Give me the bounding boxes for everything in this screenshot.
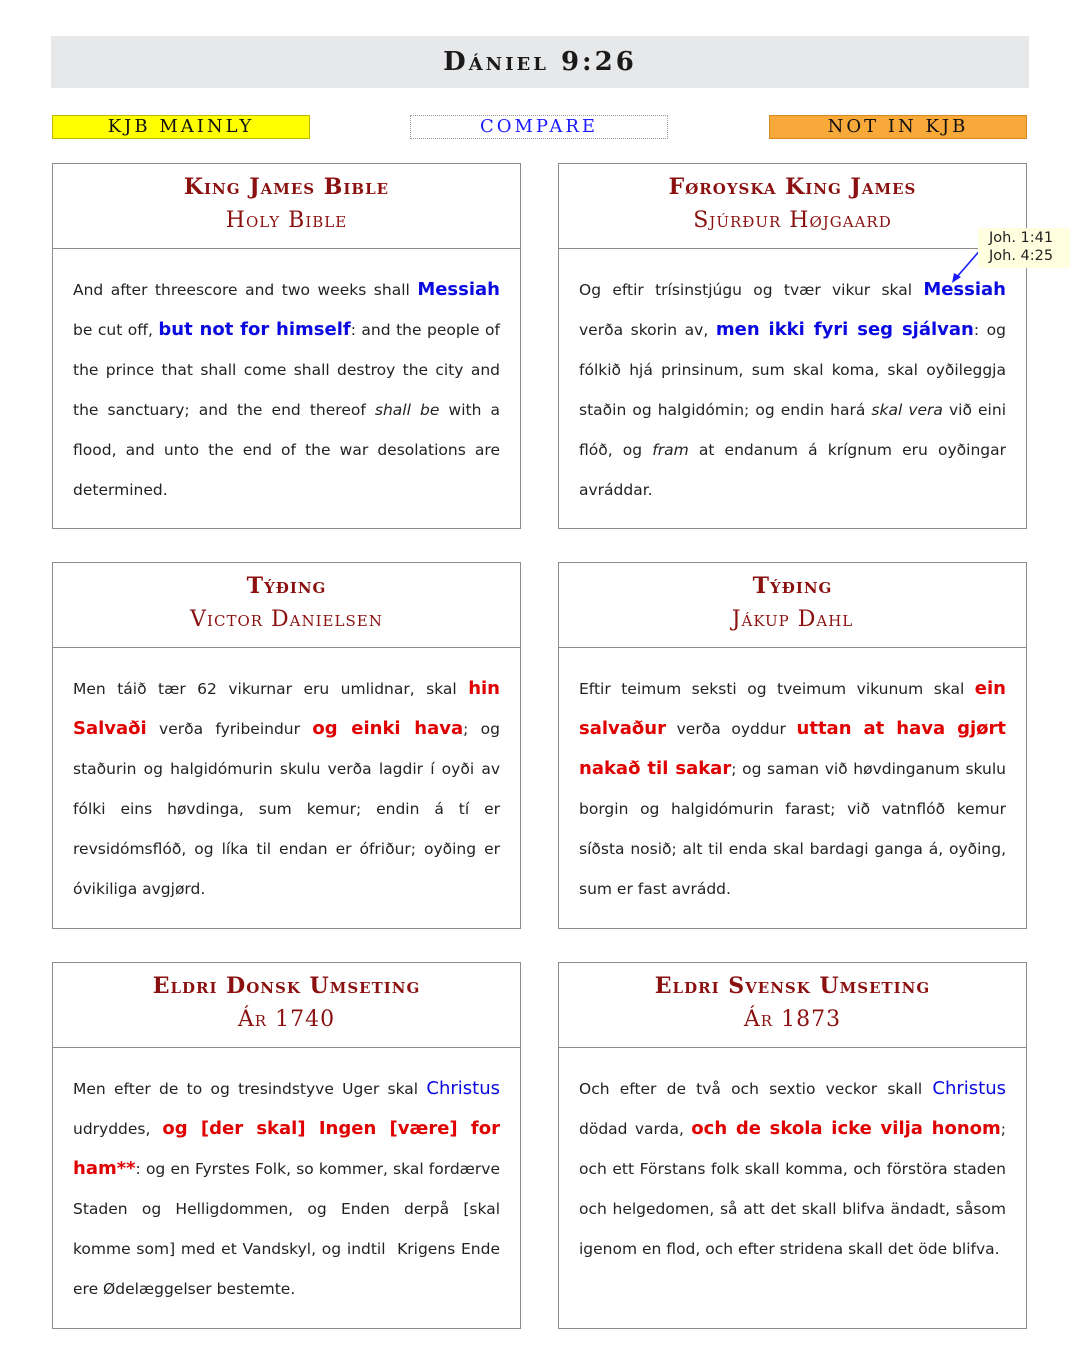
verse-segment: with a flood, and unto the end of the war desolations are determined. [73, 401, 505, 499]
verse-segment: við eini flóð, og [579, 401, 1011, 459]
card-header [559, 563, 1026, 648]
card-tyding-victor-danielsen [52, 562, 521, 929]
verse-text [53, 648, 520, 921]
italic-supplied-word: skal vera [871, 401, 943, 419]
card-tyding-jakup-dahl [558, 562, 1027, 929]
card-subtitle: Victor Danielsen [190, 607, 383, 632]
highlight-not-in-kjb: uttan at hava gjørt nakað til sakar [579, 718, 1013, 779]
cross-reference-line: Joh. 4:25 [989, 248, 1054, 264]
verse-segment: verða fyribeindur [146, 720, 313, 738]
card-title: Eldri Donsk Umseting [152, 973, 421, 999]
verse-segment: Men efter de to og tresindstyve Uger skal [73, 1080, 427, 1098]
card-foroyska-king-james [558, 163, 1027, 529]
italic-supplied-word: fram [652, 441, 689, 459]
verse-segment: udryddes, [73, 1080, 505, 1138]
card-subtitle: Jákup Dahl [731, 607, 854, 632]
card-eldri-svensk-umseting [558, 962, 1027, 1329]
highlight-not-in-kjb: ein salvaður [579, 678, 1013, 739]
card-subtitle: Ár 1740 [237, 1007, 336, 1032]
verse-segment: verða oyddur [665, 720, 797, 738]
card-header [559, 164, 1026, 249]
page-title: Dániel 9:26 [51, 36, 1029, 88]
highlight-not-in-kjb: hin Salvaði [73, 678, 507, 739]
highlight-compare: but not for himself [158, 319, 351, 340]
verse-segment: ; og saman við høvdinganum skulu borgin og halgidómurin farast; við vatnflóð kemur síðsta nosið; alt til enda skal bardagi ganga á, oyðing, sum er fast avrádd. [579, 760, 1011, 898]
cross-reference-line: Joh. 1:41 [989, 230, 1054, 246]
card-king-james-bible [52, 163, 521, 529]
legend-compare: COMPARE [410, 115, 668, 139]
card-subtitle: Sjúrður Højgaard [693, 208, 892, 233]
verse-segment: : and the people of the prince that shall come shall destroy the city and the sanctuary; and the end thereof [73, 321, 505, 419]
card-header [559, 963, 1026, 1048]
legend-kjb-mainly: KJB MAINLY [52, 115, 310, 139]
legend-not-in-kjb: NOT IN KJB [769, 115, 1027, 139]
verse-text [559, 648, 1026, 921]
verse-segment: verða skorin av, [579, 281, 1011, 339]
card-subtitle: Ár 1873 [743, 1007, 842, 1032]
highlight-not-in-kjb: och de skola icke vilja honom [691, 1118, 1001, 1139]
verse-segment: : og fólkið hjá prinsinum, sum skal koma, skal oyðileggja staðin og halgidómin; og endin hará [579, 321, 1011, 419]
verse-segment: be cut off, [73, 281, 505, 339]
verse-segment: at endanum á krígnum eru oyðingar avráddar. [579, 441, 1011, 499]
cross-reference-note[interactable] [978, 228, 1070, 268]
verse-text [53, 249, 520, 522]
verse-segment: : og en Fyrstes Folk, so kommer, skal fordærve Staden og Helligdommen, og Enden derpå [skal komme som] med et Vandskyl, og indtil Krigens Ende ere Ødelæggelser bestemte. [73, 1160, 505, 1298]
card-title: Eldri Svensk Umseting [654, 973, 931, 999]
verse-segment: Men táið tær 62 vikurnar eru umlidnar, skal [73, 680, 469, 698]
highlight-not-in-kjb: og einki hava [312, 718, 464, 739]
card-title: King James Bible [183, 174, 390, 200]
card-header [53, 563, 520, 648]
card-subtitle: Holy Bible [225, 208, 348, 233]
highlight-compare: Messiah [417, 279, 500, 300]
highlight-compare: Christus [426, 1078, 500, 1099]
italic-supplied-word: shall be [374, 401, 440, 419]
verse-segment: Eftir teimum seksti og tveimum vikunum skal [579, 680, 975, 698]
verse-segment: ; och ett Förstans folk skall komma, och förstöra staden och helgedomen, så att det skall blifva ändadt, såsom igenom en flod, och efter stridena skall det öde blifva. [579, 1120, 1011, 1258]
card-title: Týðing [752, 573, 833, 599]
verse-segment: And after threescore and two weeks shall [73, 281, 418, 299]
highlight-compare: Messiah [923, 279, 1006, 300]
highlight-not-in-kjb: og [der skal] Ingen [være] for ham** [73, 1118, 507, 1179]
verse-text [559, 249, 1026, 522]
verse-segment: Og eftir trísinstjúgu og tvær vikur skal [579, 281, 924, 299]
verse-segment: dödad varda, [579, 1080, 1011, 1138]
verse-text [53, 1048, 520, 1321]
highlight-compare: men ikki fyri seg sjálvan [715, 319, 974, 340]
verse-segment: Och efter de två och sextio veckor skall [579, 1080, 933, 1098]
verse-segment: ; og staðurin og halgidómurin skulu verða lagdir í oyði av fólki eins høvdinga, sum kemur; endin á tí er revsidómsflóð, og líka til endan er ófriður; oyðing er óvikiliga avgjørd. [73, 720, 505, 898]
card-title: Føroyska King James [668, 174, 917, 200]
verse-text [559, 1048, 1026, 1281]
highlight-compare: Christus [932, 1078, 1006, 1099]
card-header [53, 164, 520, 249]
card-eldri-donsk-umseting [52, 962, 521, 1329]
card-header [53, 963, 520, 1048]
card-title: Týðing [246, 573, 327, 599]
